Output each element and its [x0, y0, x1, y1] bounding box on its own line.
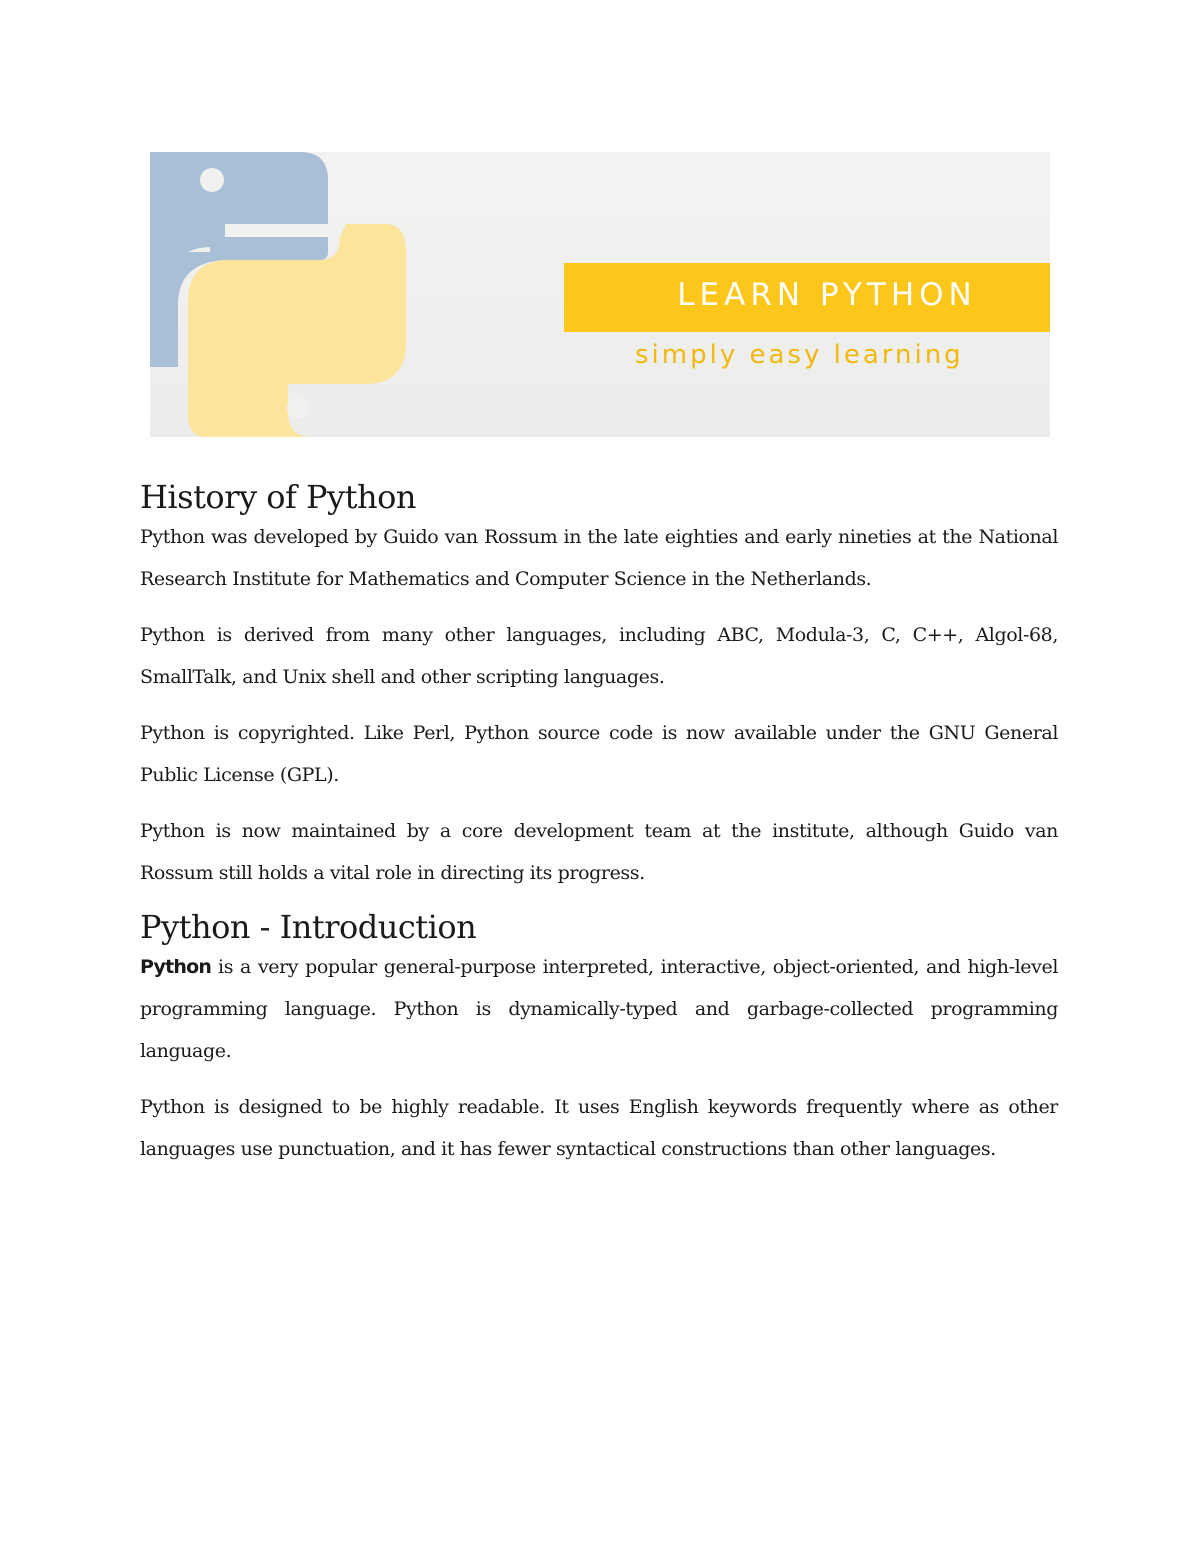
python-term: Python [140, 956, 212, 978]
history-paragraph-2: Python is derived from many other languages, including ABC, Modula-3, C, C++, Algol-68, SmallTalk, and Unix shell and other scripting languages. [140, 624, 1058, 688]
history-paragraph-4: Python is now maintained by a core development team at the institute, although Guido van Rossum still holds a vital role in directing its progress. [140, 820, 1058, 884]
history-heading: History of Python [140, 478, 416, 516]
banner-title-band [564, 263, 1050, 332]
banner-title: LEARN PYTHON [677, 277, 977, 313]
document-body [140, 478, 1058, 1184]
introduction-paragraph-2: Python is designed to be highly readable. It uses English keywords frequently where as other languages use punctuation, and it has fewer syntactical constructions than other languages. [140, 1096, 1058, 1160]
history-paragraph-1: Python was developed by Guido van Rossum in the late eighties and early nineties at the National Research Institute for Mathematics and Computer Science in the Netherlands. [140, 526, 1058, 590]
introduction-paragraph-1-text: is a very popular general-purpose interpreted, interactive, object-oriented, and high-level programming language. Python is dynamically-typed and garbage-collected programming language. [140, 956, 1058, 1062]
python-logo-icon [150, 152, 450, 437]
introduction-heading: Python - Introduction [140, 908, 477, 946]
banner-subtitle: simply easy learning [635, 340, 964, 370]
introduction-paragraph-1 [140, 946, 1058, 1072]
history-paragraph-3: Python is copyrighted. Like Perl, Python source code is now available under the GNU General Public License (GPL). [140, 722, 1058, 786]
learn-python-banner [150, 152, 1050, 437]
